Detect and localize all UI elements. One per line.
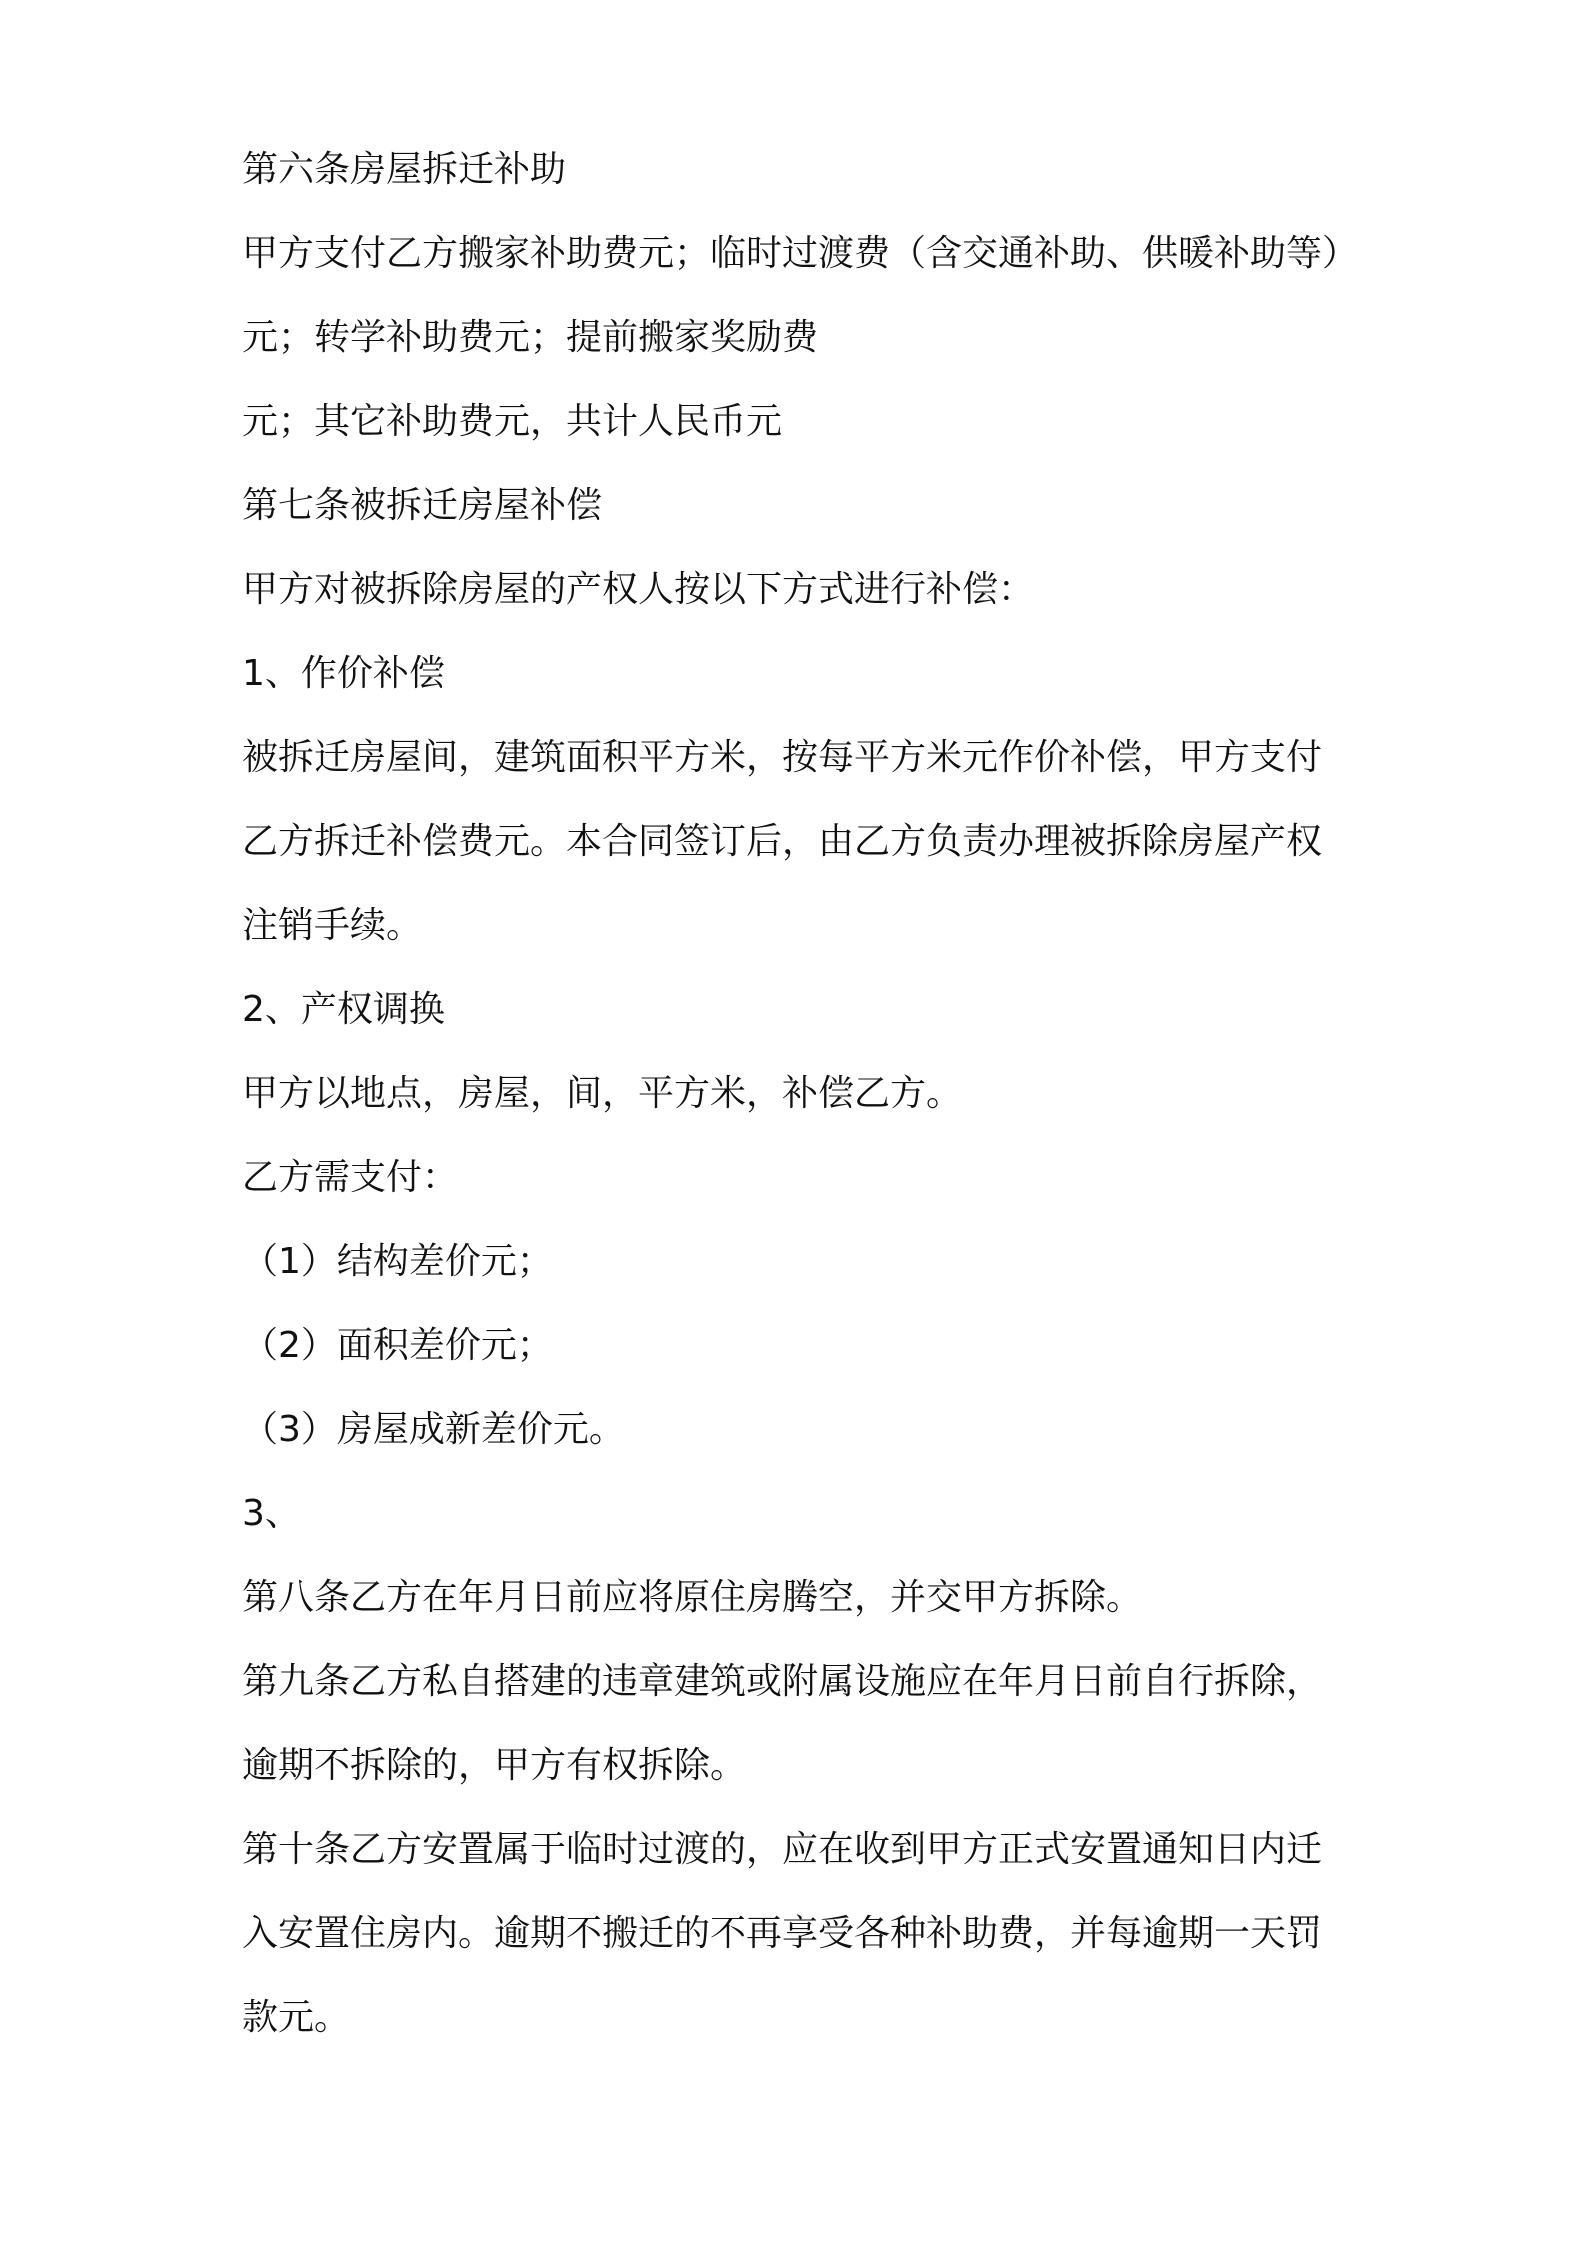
document-body — [242, 128, 1362, 2060]
section-1-heading: 1、作价补偿 — [242, 653, 445, 694]
article-7-intro: 甲方对被拆除房屋的产权人按以下方式进行补偿： — [242, 569, 1035, 610]
article-6-text-line-3: 元；其它补助费元，共计人民币元 — [242, 401, 783, 442]
payment-intro: 乙方需支付： — [242, 1157, 459, 1198]
section-2-heading: 2、产权调换 — [242, 989, 445, 1030]
section-3-heading: 3、 — [242, 1493, 301, 1534]
payment-item-1: （1）结构差价元； — [242, 1241, 553, 1282]
article-10-text-line-1: 第十条乙方安置属于临时过渡的，应在收到甲方正式安置通知日内迁 — [242, 1829, 1323, 1870]
article-10-text-line-3: 款元。 — [242, 1997, 351, 2038]
article-6-text-line-2: 元；转学补助费元；提前搬家奖励费 — [242, 317, 819, 358]
section-2-text: 甲方以地点，房屋，间，平方米，补偿乙方。 — [242, 1073, 963, 1114]
article-6-text-line-1: 甲方支付乙方搬家补助费元；临时过渡费（含交通补助、供暖补助等） — [242, 233, 1359, 274]
article-9-text-line-2: 逾期不拆除的，甲方有权拆除。 — [242, 1745, 747, 1786]
article-6-heading: 第六条房屋拆迁补助 — [242, 149, 567, 190]
article-10-text-line-2: 入安置住房内。逾期不搬迁的不再享受各种补助费，并每逾期一天罚 — [242, 1913, 1323, 1954]
article-8-text: 第八条乙方在年月日前应将原住房腾空，并交甲方拆除。 — [242, 1577, 1143, 1618]
section-1-text-line-2: 乙方拆迁补偿费元。本合同签订后，由乙方负责办理被拆除房屋产权 — [242, 821, 1323, 862]
section-1-text-line-1: 被拆迁房屋间，建筑面积平方米，按每平方米元作价补偿，甲方支付 — [242, 737, 1323, 778]
article-9-text-line-1: 第九条乙方私自搭建的违章建筑或附属设施应在年月日前自行拆除， — [242, 1661, 1323, 1702]
article-7-heading: 第七条被拆迁房屋补偿 — [242, 485, 603, 526]
section-1-text-line-3: 注销手续。 — [242, 905, 423, 946]
payment-item-2: （2）面积差价元； — [242, 1325, 553, 1366]
payment-item-3: （3）房屋成新差价元。 — [242, 1409, 625, 1450]
